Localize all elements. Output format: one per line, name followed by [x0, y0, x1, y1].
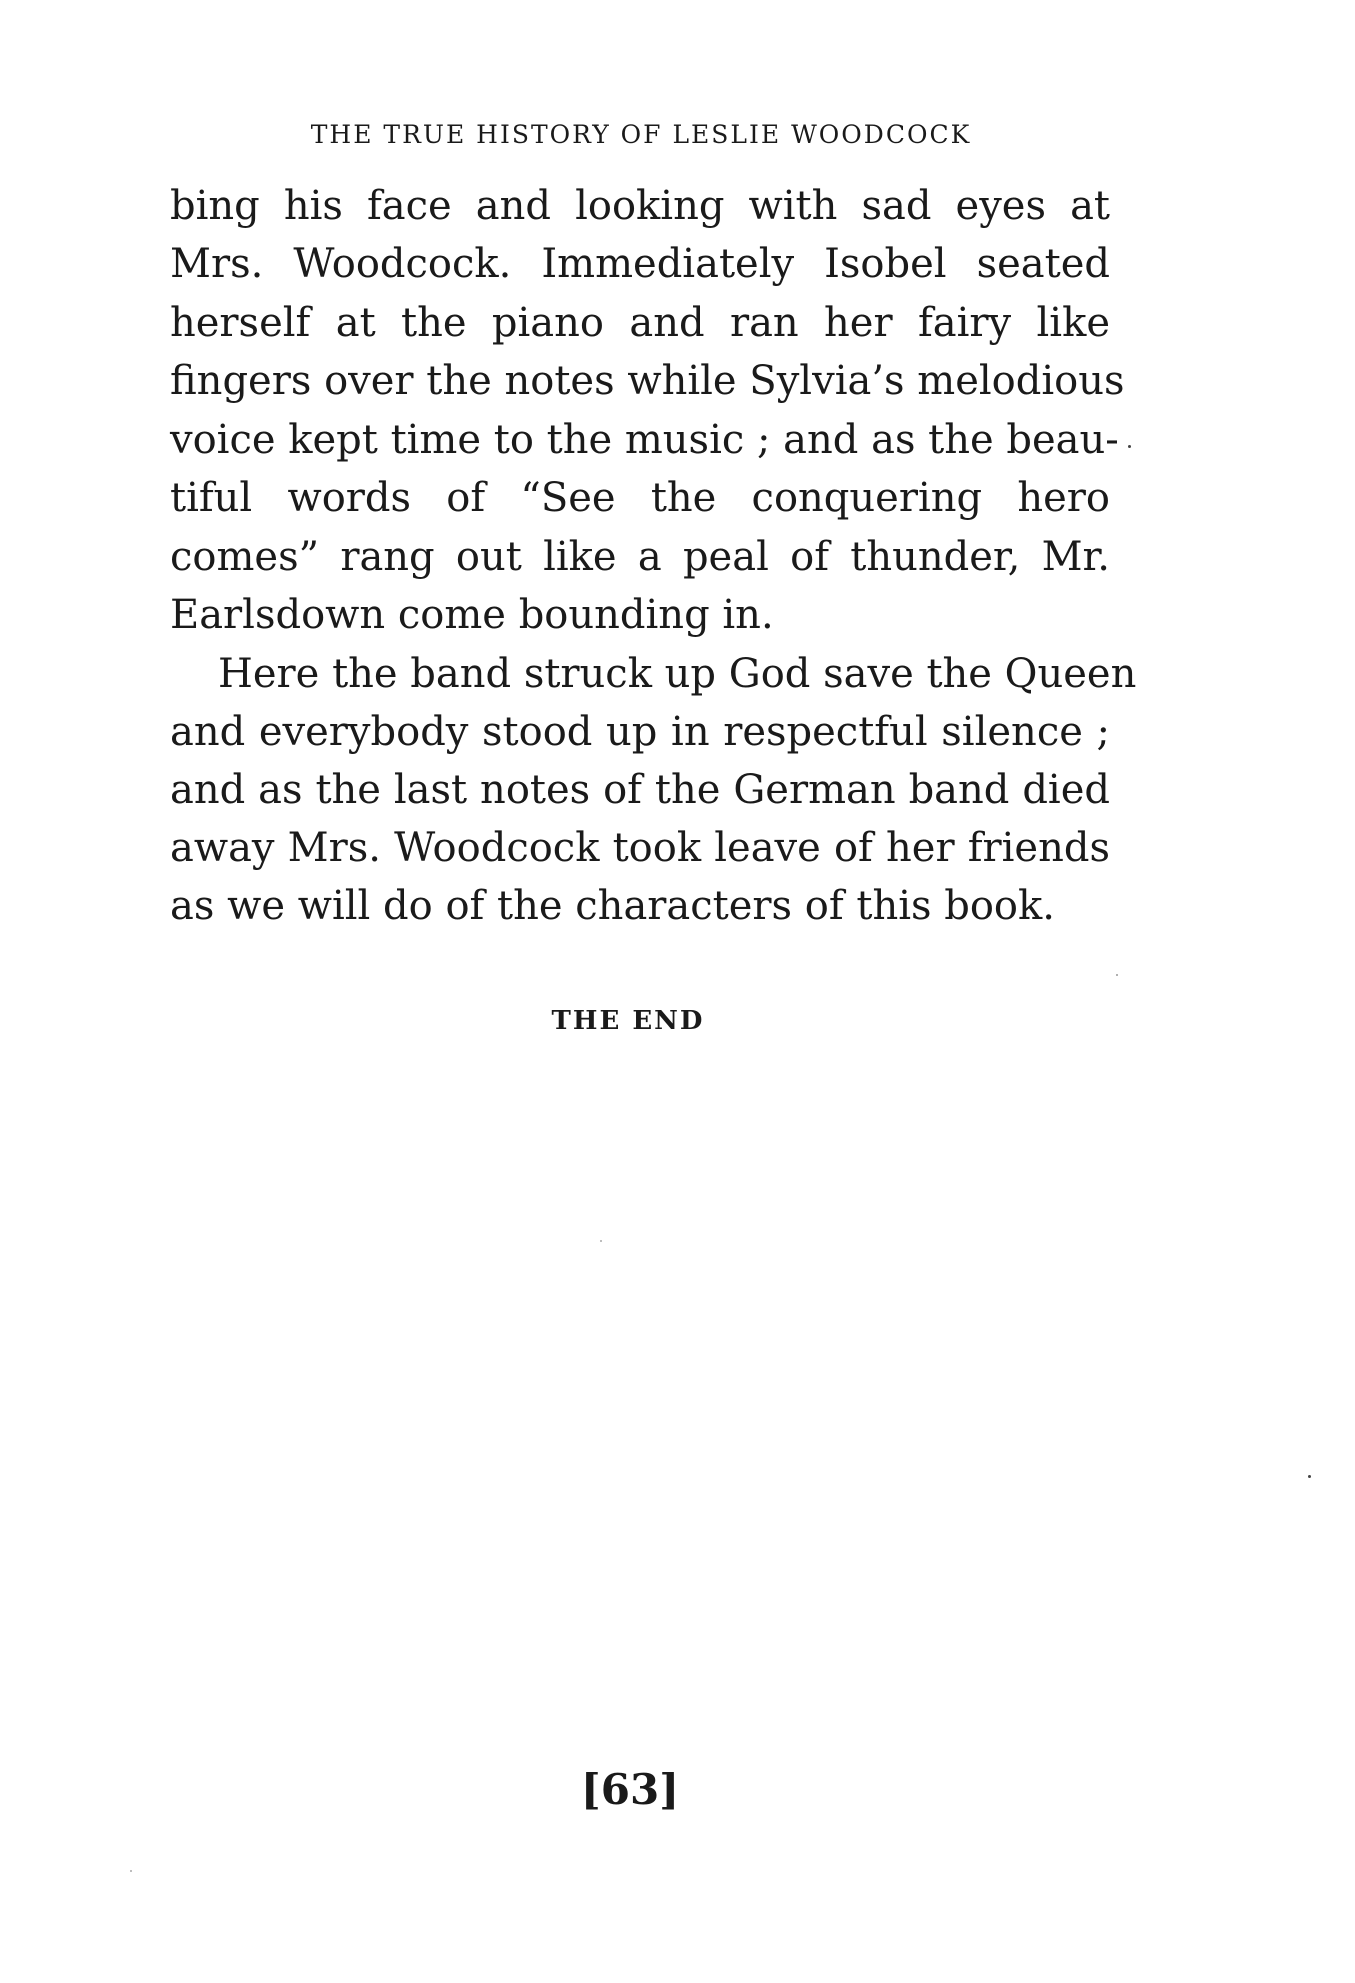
text-line: away Mrs. Woodcock took leave of her friends [170, 825, 1110, 871]
text-line: Mrs. Woodcock. Immediately Isobel seated [170, 241, 1110, 287]
the-end-heading: THE END [551, 1006, 705, 1036]
text-line: and as the last notes of the German band died [170, 767, 1110, 813]
text-line: Here the band struck up God save the Queen [218, 651, 1137, 697]
paper-speck [130, 1870, 132, 1872]
text-line: tiful words of “See the conquering hero [170, 475, 1110, 521]
paper-speck [1308, 1475, 1311, 1478]
text-line: voice kept time to the music ; and as the beau- [170, 417, 1119, 463]
text-line: Earlsdown come bounding in. [170, 592, 774, 638]
text-line: fingers over the notes while Sylvia’s melodious [170, 358, 1125, 404]
text-line: and everybody stood up in respectful silence ; [170, 709, 1110, 755]
text-line: herself at the piano and ran her fairy like [170, 300, 1110, 346]
paper-speck [1116, 974, 1118, 976]
text-line: as we will do of the characters of this book. [170, 883, 1055, 929]
text-line: bing his face and looking with sad eyes at [170, 183, 1110, 229]
text-line: comes” rang out like a peal of thunder, Mr. [170, 534, 1110, 580]
paper-speck [600, 1240, 602, 1242]
running-head: THE TRUE HISTORY OF LESLIE WOODCOCK [310, 120, 972, 149]
paper-speck [1128, 445, 1131, 448]
page-number: [63] [580, 1765, 680, 1814]
